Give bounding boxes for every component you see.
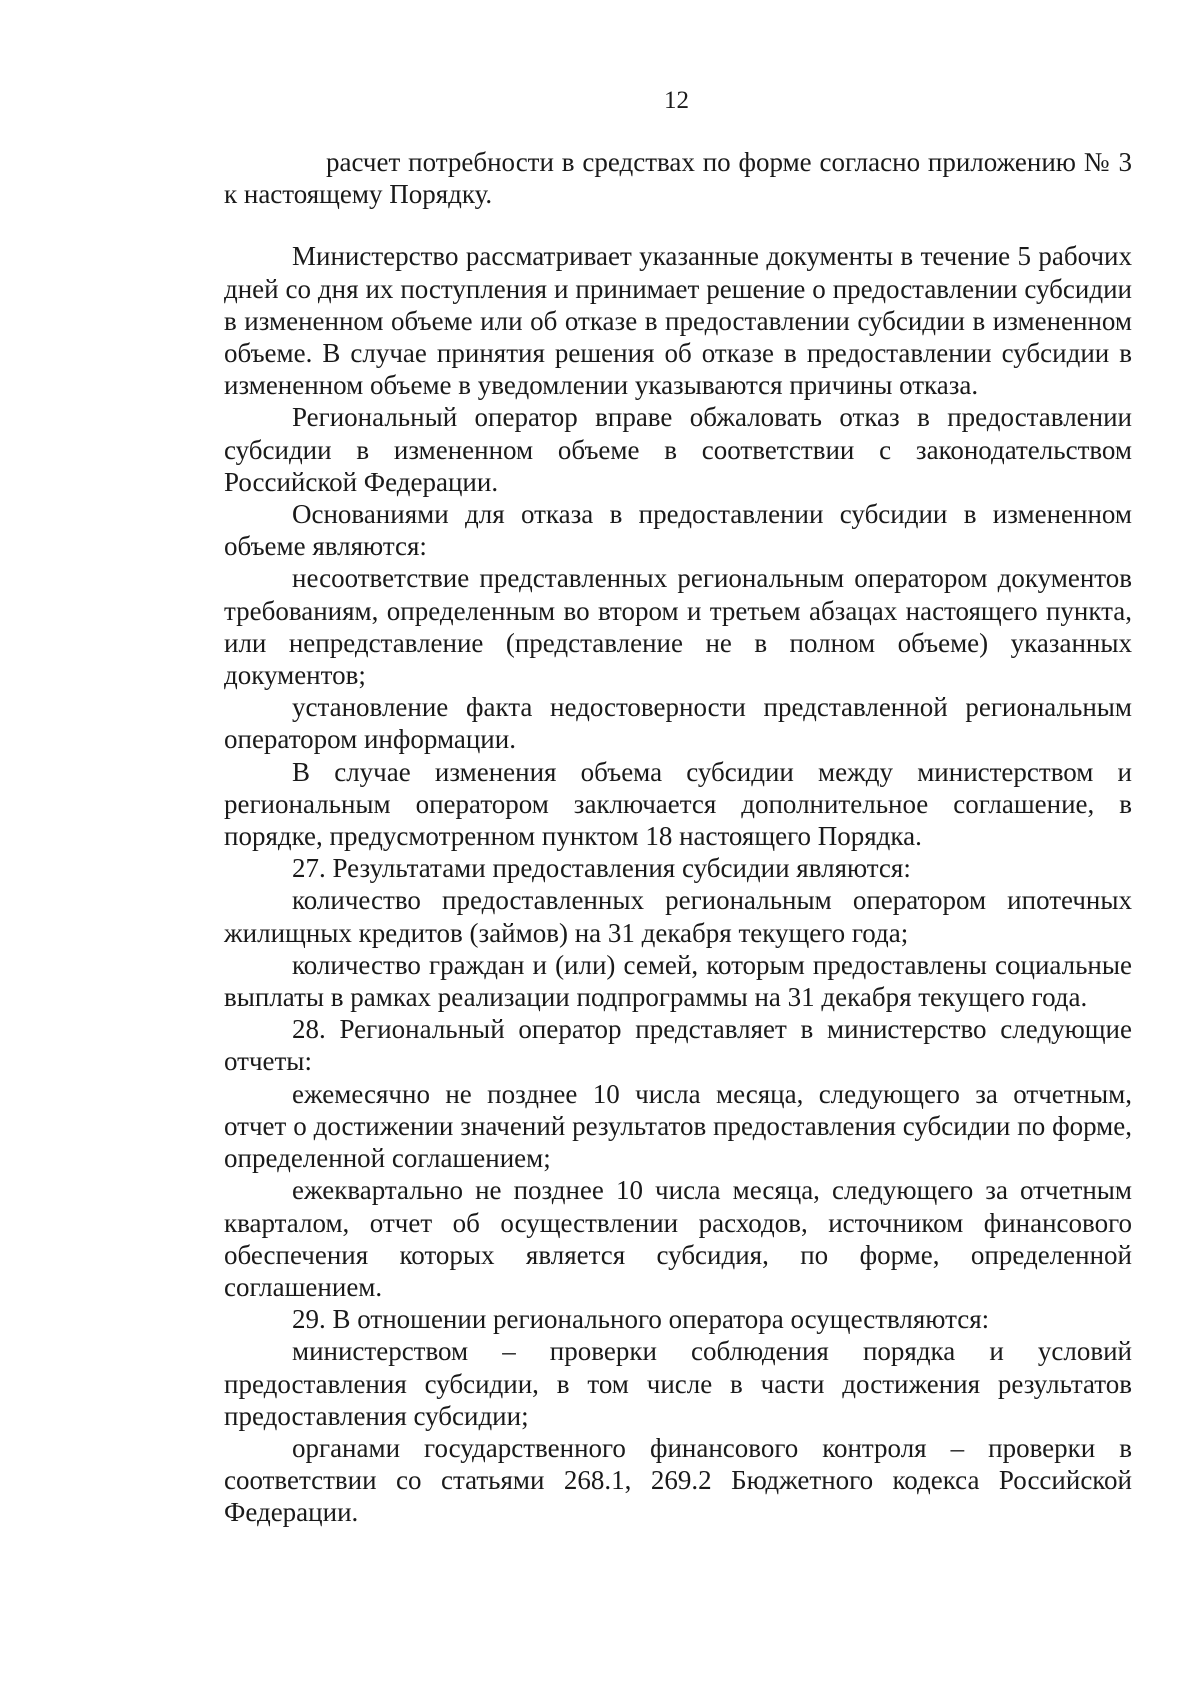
paragraph: Региональный оператор вправе обжаловать отказ в предоставлении субсидии в измененном объеме в соответствии с законодательством Российской Федерации.	[224, 402, 1132, 497]
paragraph: В случае изменения объема субсидии между министерством и региональным оператором заключается дополнительное соглашение, в порядке, предусмотренном пунктом 18 настоящего Порядка.	[224, 756, 1132, 852]
paragraph: Министерство рассматривает указанные документы в течение 5 рабочих дней со дня их поступления и принимает решение о предоставлении субсидии в измененном объеме или об отказе в предоставлении субсидии в измененном объеме. В случае принятия решения об отказе в предоставлении субсидии в измененном объеме в уведомлении указываются причины отказа.	[224, 241, 1132, 401]
paragraph: Основаниями для отказа в предоставлении субсидии в измененном объеме являются:	[224, 499, 1132, 562]
paragraph: ежемесячно не позднее 10 числа месяца, следующего за отчетным, отчет о достижении значений результатов предоставления субсидии по форме, определенной соглашением;	[224, 1078, 1132, 1174]
document-body	[224, 146, 1132, 1529]
paragraph: министерством – проверки соблюдения порядка и условий предоставления субсидии, в том числе в части достижения результатов предоставления субсидии;	[224, 1336, 1132, 1431]
paragraph: расчет потребности в средствах по форме согласно приложению № 3 к настоящему Порядку.	[224, 147, 1132, 210]
paragraph: установление факта недостоверности представленной региональным оператором информации.	[224, 692, 1132, 755]
paragraph: ежеквартально не позднее 10 числа месяца, следующего за отчетным кварталом, отчет об осуществлении расходов, источником финансового обеспечения которых является субсидия, по форме, определенной соглашением.	[224, 1175, 1132, 1302]
paragraph: 28. Региональный оператор представляет в министерство следующие отчеты:	[224, 1014, 1132, 1077]
paragraph: органами государственного финансового контроля – проверки в соответствии со статьями 268.1, 269.2 Бюджетного кодекса Российской Федерации.	[224, 1432, 1132, 1528]
paragraph: 29. В отношении регионального оператора осуществляются:	[292, 1304, 990, 1335]
paragraph: 27. Результатами предоставления субсидии являются:	[292, 853, 911, 884]
paragraph: количество предоставленных региональным оператором ипотечных жилищных кредитов (займов) на 31 декабря текущего года;	[224, 885, 1132, 948]
page-number: 12	[664, 87, 689, 114]
paragraph: несоответствие представленных региональным оператором документов требованиям, определенным во втором и третьем абзацах настоящего пункта, или непредставление (представление не в полном объеме) указанных документов;	[224, 563, 1132, 691]
paragraph: количество граждан и (или) семей, которым предоставлены социальные выплаты в рамках реализации подпрограммы на 31 декабря текущего года.	[224, 949, 1132, 1013]
